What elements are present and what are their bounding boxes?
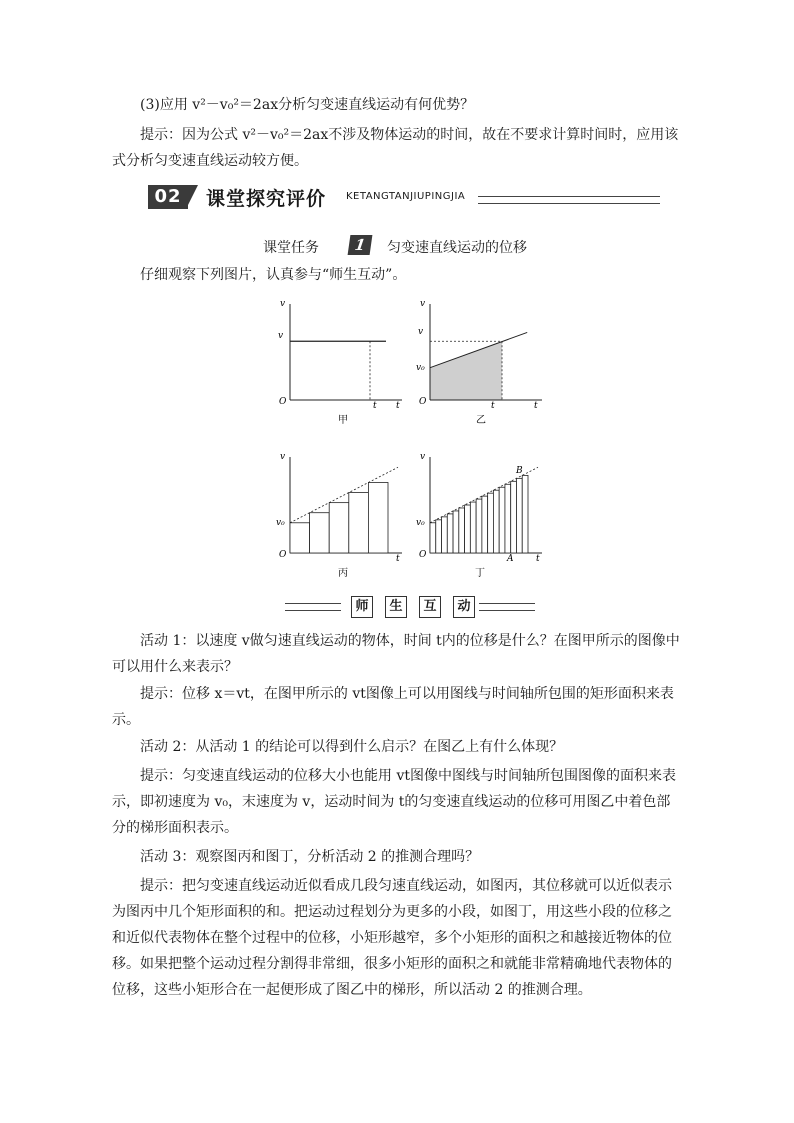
chart-yi-y-axis-label: v [420, 299, 426, 309]
interaction-char-2: 生 [385, 596, 407, 618]
chart-ding-caption: 丁 [475, 568, 485, 579]
chart-bing-bar-1 [290, 523, 310, 553]
activity-2-hint: 提示：匀变速直线运动的位移大小也能用 vt图像中图线与时间轴所包围图像的面积来表示，即初速度为 v₀，末速度为 v，运动时间为 t的匀变速直线运动的位移可用图乙中着色部分的梯形面积表示。 [112, 768, 676, 836]
chart-ding-b-label: B [516, 466, 523, 476]
activity-3-question: 活动 3：观察图丙和图丁，分析活动 2 的推测合理吗？ [140, 849, 480, 865]
chart-bing-x-axis-label: t [396, 554, 400, 564]
chart-bing-bar-4 [349, 493, 369, 553]
task-number: 1 [348, 235, 373, 255]
section-divider [478, 196, 660, 204]
chart-yi-v-label: v [418, 327, 424, 337]
chart-ding-bar-5 [453, 511, 459, 553]
activity-1-hint: 提示：位移 x＝vt，在图甲所示的 vt图像上可以用图线与时间轴所包围的矩形面积来表示。 [112, 686, 674, 728]
chart-jia-v-label: v [278, 331, 284, 341]
activity-2-question: 活动 2：从活动 1 的结论可以得到什么启示？在图乙上有什么体现？ [140, 739, 564, 755]
chart-jia-origin: O [279, 397, 287, 407]
chart-ding-bar-17 [522, 475, 528, 553]
task-label: 课堂任务 [263, 240, 319, 256]
chart-yi-x-axis-label: t [534, 401, 538, 411]
chart-jia-caption: 甲 [338, 415, 348, 426]
chart-ding-bar-7 [465, 505, 471, 553]
chart-ding-y-axis-label: v [420, 452, 426, 462]
task-title: 匀变速直线运动的位移 [387, 240, 527, 256]
chart-yi [410, 292, 550, 432]
chart-ding-bar-16 [516, 478, 522, 553]
chart-ding-bar-4 [447, 514, 453, 553]
interaction-banner [285, 596, 535, 618]
instruction-text: 仔细观察下列图片，认真参与“师生互动”。 [140, 267, 407, 283]
chart-ding-bar-6 [459, 508, 465, 553]
chart-ding-bar-13 [499, 487, 505, 553]
section-title: 课堂探究评价 [206, 188, 327, 210]
section-pinyin: KETANGTANJIUPINGJIA [346, 191, 466, 202]
chart-jia-t-label: t [373, 401, 377, 411]
chart-bing-bar-5 [368, 483, 388, 554]
chart-ding-bar-2 [436, 520, 442, 553]
chart-ding-bar-10 [482, 496, 488, 553]
chart-bing-bar-2 [310, 513, 330, 553]
chart-bing-origin: O [279, 550, 287, 560]
chart-jia-x-axis-label: t [396, 401, 400, 411]
chart-yi-t-label: t [491, 401, 495, 411]
chart-ding-bar-9 [476, 499, 482, 553]
chart-ding-x-axis-label: t [536, 554, 540, 564]
section-number-slash [186, 185, 198, 209]
chart-yi-origin: O [419, 397, 427, 407]
chart-ding-bar-12 [493, 490, 499, 553]
chart-ding-v0-label: v₀ [416, 518, 425, 528]
chart-bing-svg [270, 445, 410, 585]
chart-jia-y-axis-label: v [280, 299, 286, 309]
activity-1-question: 活动 1：以速度 v做匀速直线运动的物体，时间 t内的位移是什么？在图甲所示的图像中可以用什么来表示？ [112, 633, 680, 675]
section-number: 02 [148, 185, 188, 209]
chart-ding-svg [410, 445, 550, 585]
chart-ding-bar-8 [470, 502, 476, 553]
interaction-char-4: 动 [453, 596, 475, 618]
chart-bing [270, 445, 410, 585]
interaction-char-3: 互 [419, 596, 441, 618]
q3-question: (3)应用 v²－v₀²＝2ax分析匀变速直线运动有何优势？ [140, 97, 475, 113]
chart-bing-caption: 丙 [338, 568, 348, 579]
chart-ding-bar-14 [505, 484, 511, 553]
activity-3-hint: 提示：把匀变速直线运动近似看成几段匀速直线运动，如图丙，其位移就可以近似表示为图丙中几个矩形面积的和。把运动过程划分为更多的小段，如图丁，用这些小段的位移之和近似代表物体在整个过程中的位移，小矩形越窄，多个小矩形的面积之和越接近物体的位移。如果把整个运动过程分割得非常细，很多小矩形的面积之和就能非常精确地代表物体的位移，这些小矩形合在一起便形成了图乙中的梯形，所以活动 2 的推测合理。 [112, 878, 672, 998]
chart-yi-trapezoid-area [430, 341, 502, 400]
chart-bing-bar-3 [329, 503, 349, 553]
interaction-bar-left [285, 603, 341, 611]
chart-ding-bar-15 [511, 481, 517, 553]
chart-bing-v0-label: v₀ [276, 518, 285, 528]
chart-ding-origin: O [419, 550, 427, 560]
chart-bing-y-axis-label: v [280, 452, 286, 462]
q3-hint: 提示：因为公式 v²－v₀²＝2ax不涉及物体运动的时间，故在不要求计算时间时，应用该式分析匀变速直线运动较方便。 [112, 127, 679, 169]
chart-ding-bar-3 [442, 517, 448, 553]
chart-ding-bar-11 [488, 493, 494, 553]
chart-jia [270, 292, 410, 432]
interaction-char-1: 师 [351, 596, 373, 618]
chart-jia-svg [270, 292, 410, 432]
chart-ding-a-label: A [507, 554, 514, 564]
chart-yi-v0-label: v₀ [416, 363, 425, 373]
chart-yi-svg [410, 292, 550, 432]
chart-ding [410, 445, 550, 585]
chart-ding-bar-1 [430, 523, 436, 553]
section-banner [148, 183, 660, 213]
interaction-bar-right [479, 603, 535, 611]
chart-yi-caption: 乙 [476, 415, 486, 426]
